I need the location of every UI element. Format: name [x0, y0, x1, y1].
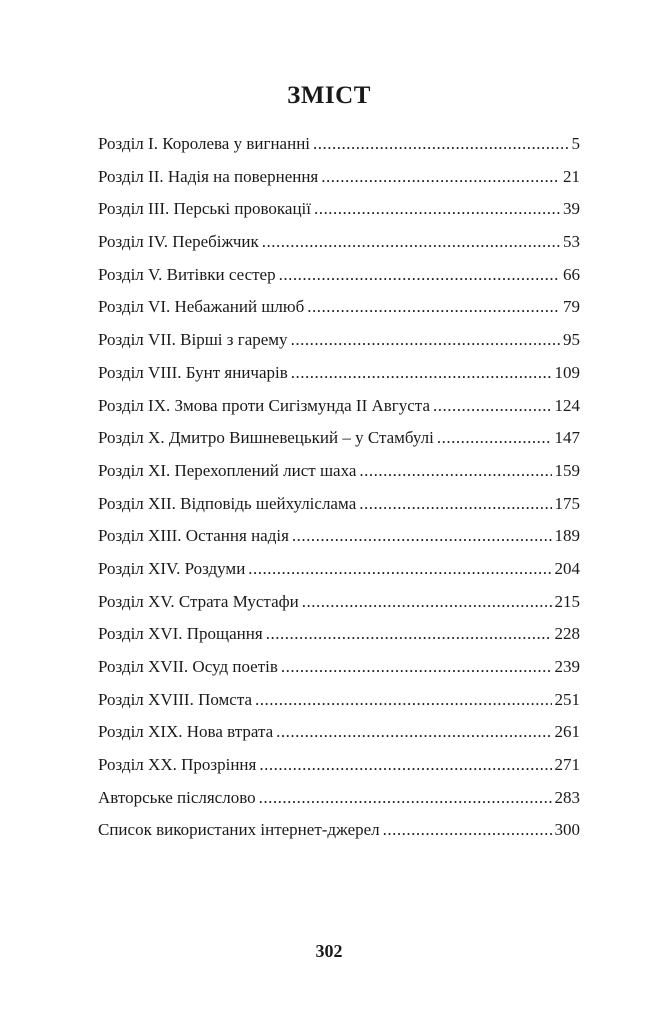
toc-entry-label: Розділ XVIII. Помста	[98, 689, 253, 709]
toc-entry	[98, 461, 580, 494]
toc-entry-page: 159	[554, 460, 580, 480]
toc-leader-dots	[292, 526, 552, 546]
toc-entry-label: Розділ IV. Перебіжчик	[98, 232, 259, 252]
toc-entry-label: Авторське післяслово	[98, 787, 256, 807]
toc-entry	[98, 396, 580, 429]
toc-entry	[98, 722, 580, 755]
toc-entry	[98, 526, 580, 559]
toc-entry-page: 228	[554, 624, 580, 644]
toc-entry	[98, 624, 580, 657]
toc-entry-page: 66	[563, 264, 580, 284]
toc-leader-dots	[302, 592, 552, 612]
toc-leader-dots	[314, 199, 560, 219]
toc-entry-page: 251	[554, 689, 580, 709]
toc-entry-page: 5	[571, 134, 580, 153]
toc-leader-dots	[321, 167, 560, 187]
toc-entry-label: Розділ XVI. Прощання	[98, 624, 263, 644]
toc-entry-label: Розділ VI. Небажаний шлюб	[98, 297, 305, 317]
toc-entry-page: 189	[554, 526, 580, 546]
toc-leader-dots	[259, 788, 552, 808]
table-of-contents	[98, 134, 580, 853]
toc-entry-label: Розділ XV. Страта Мустафи	[98, 591, 299, 611]
toc-leader-dots	[359, 461, 551, 481]
toc-leader-dots	[281, 657, 552, 677]
toc-entry-label: Розділ IX. Змова проти Сигізмунда II Августа	[98, 395, 430, 415]
toc-entry-page: 124	[554, 395, 580, 415]
toc-entry-page: 271	[554, 755, 580, 775]
toc-entry	[98, 690, 580, 723]
toc-entry	[98, 232, 580, 265]
toc-leader-dots	[248, 559, 551, 579]
toc-entry	[98, 199, 580, 232]
toc-entry	[98, 788, 580, 821]
toc-entry	[98, 755, 580, 788]
toc-leader-dots	[262, 232, 560, 252]
toc-entry	[98, 592, 580, 625]
toc-entry	[98, 167, 580, 200]
toc-leader-dots	[291, 363, 552, 383]
toc-entry	[98, 494, 580, 527]
toc-entry	[98, 559, 580, 592]
toc-leader-dots	[359, 494, 551, 514]
toc-leader-dots	[291, 330, 560, 350]
toc-entry	[98, 363, 580, 396]
toc-entry-label: Розділ XVII. Осуд поетів	[98, 657, 278, 676]
toc-entry-label: Розділ V. Витівки сестер	[98, 264, 276, 284]
toc-entry	[98, 265, 580, 298]
toc-leader-dots	[313, 134, 568, 154]
toc-entry-page: 239	[554, 657, 580, 676]
toc-entry-page: 283	[554, 787, 580, 807]
toc-entry-page: 21	[563, 166, 580, 186]
toc-leader-dots	[383, 820, 552, 840]
toc-entry-label: Список використаних інтернет-джерел	[98, 820, 380, 840]
toc-leader-dots	[437, 428, 552, 448]
toc-entry-page: 300	[554, 820, 580, 840]
toc-entry-page: 215	[554, 591, 580, 611]
toc-entry-label: Розділ XIII. Остання надія	[98, 526, 289, 546]
toc-entry	[98, 330, 580, 363]
toc-entry-label: Розділ XX. Прозріння	[98, 755, 257, 775]
toc-leader-dots	[433, 396, 552, 416]
toc-entry-label: Розділ X. Дмитро Вишневецький – у Стамбулі	[98, 428, 434, 448]
toc-leader-dots	[259, 755, 551, 775]
page-title: ЗМІСТ	[287, 82, 371, 109]
toc-entry	[98, 820, 580, 853]
toc-entry-page: 53	[563, 232, 580, 252]
toc-entry	[98, 297, 580, 330]
toc-entry-label: Розділ VIII. Бунт яничарів	[98, 362, 288, 382]
toc-entry-page: 79	[563, 297, 580, 317]
toc-entry-page: 95	[563, 330, 580, 350]
toc-entry-label: Розділ II. Надія на повернення	[98, 166, 319, 186]
toc-entry-page: 109	[554, 362, 580, 382]
toc-entry	[98, 134, 580, 167]
toc-leader-dots	[279, 265, 560, 285]
toc-entry-label: Розділ III. Перські провокації	[98, 199, 311, 219]
toc-entry-page: 261	[554, 722, 580, 742]
toc-entry-page: 39	[563, 199, 580, 219]
toc-entry	[98, 657, 580, 690]
toc-entry-label: Розділ I. Королева у вигнанні	[98, 134, 311, 153]
toc-leader-dots	[276, 722, 551, 742]
toc-leader-dots	[307, 297, 560, 317]
toc-entry-label: Розділ XIV. Роздуми	[98, 558, 246, 578]
toc-entry-label: Розділ XII. Відповідь шейхулісламa	[98, 493, 357, 513]
toc-entry-page: 147	[554, 428, 580, 448]
toc-entry-label: Розділ XIX. Нова втрата	[98, 722, 274, 742]
toc-leader-dots	[266, 624, 552, 644]
toc-entry	[98, 428, 580, 461]
page-number: 302	[315, 941, 343, 961]
toc-entry-label: Розділ XI. Перехоплений лист шаха	[98, 460, 357, 480]
toc-entry-page: 175	[554, 493, 580, 513]
toc-entry-page: 204	[554, 558, 580, 578]
toc-leader-dots	[255, 690, 551, 710]
toc-entry-label: Розділ VII. Вірші з гарему	[98, 330, 288, 350]
